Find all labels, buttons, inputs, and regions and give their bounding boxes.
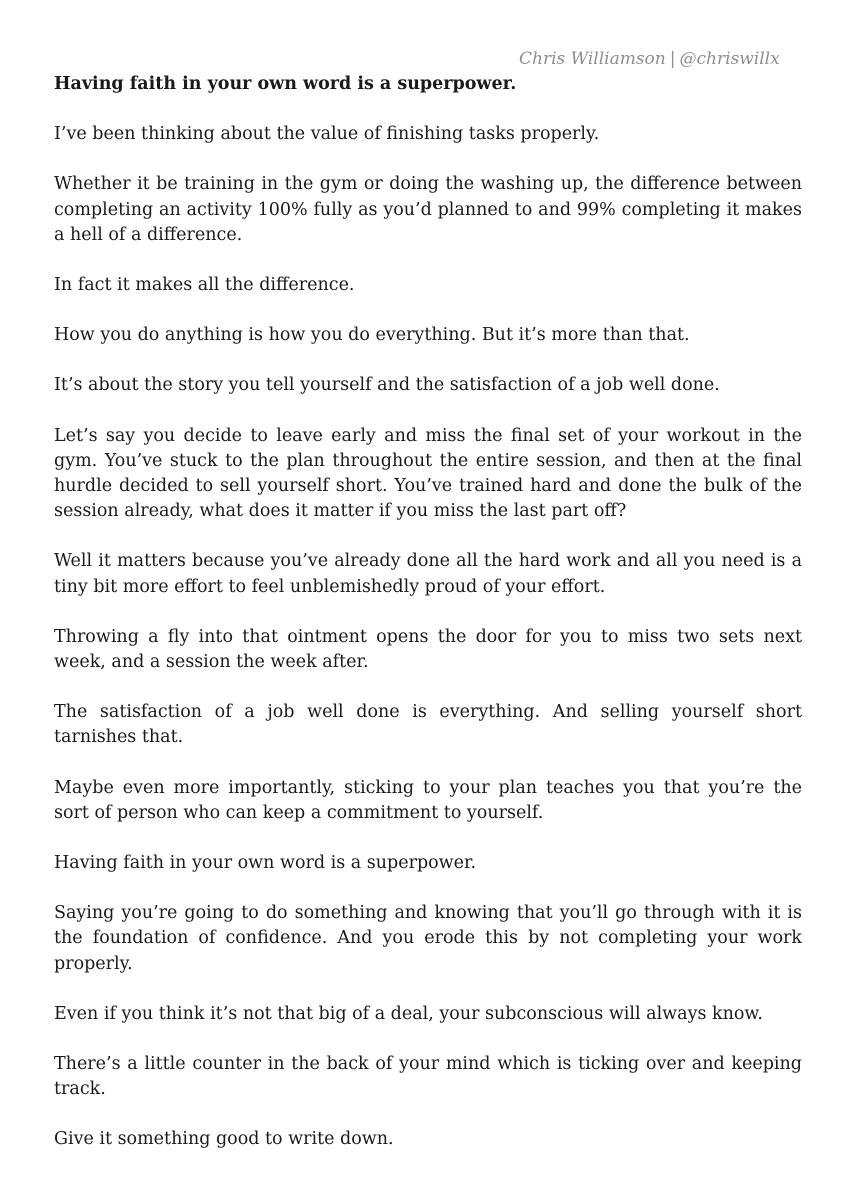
paragraph: Even if you think it’s not that big of a deal, your subconscious will always know. xyxy=(54,1003,763,1024)
article-title: Having faith in your own word is a superpower. xyxy=(54,74,517,94)
paragraph: Well it matters because you’ve already done all the hard work and all you need is a tiny bit more effort to feel unblemishedly proud of your effort. xyxy=(54,551,802,597)
paragraph: It’s about the story you tell yourself and the satisfaction of a job well done. xyxy=(54,375,720,396)
paragraph: Give it something good to write down. xyxy=(54,1129,394,1150)
author-handle: @chriswillx xyxy=(679,49,780,69)
paragraph: I’ve been thinking about the value of finishing tasks properly. xyxy=(54,124,600,145)
paragraph: Let’s say you decide to leave early and miss the final set of your workout in the gym. You’ve stuck to the plan throughout the entire session, and then at the final hurdle decided to sell yourself short. You’ve trained hard and done the bulk of the session already, what does it matter if you miss the last part off? xyxy=(54,425,802,522)
paragraph: The satisfaction of a job well done is everything. And selling yourself short tarnishes that. xyxy=(54,702,802,748)
paragraph: In fact it makes all the difference. xyxy=(54,275,355,296)
paragraph: Having faith in your own word is a superpower. xyxy=(54,853,477,874)
paragraph: Whether it be training in the gym or doing the washing up, the difference between completing an activity 100% fully as you’d planned to and 99% completing it makes a hell of a difference. xyxy=(54,174,802,245)
paragraph: Throwing a fly into that ointment opens the door for you to miss two sets next week, and a session the week after. xyxy=(54,626,802,673)
article-body xyxy=(54,72,802,1153)
paragraph: How you do anything is how you do everything. But it’s more than that. xyxy=(54,325,690,346)
paragraph: Saying you’re going to do something and knowing that you’ll go through with it is the foundation of confidence. And you erode this by not completing your work properly. xyxy=(54,903,802,974)
author-byline xyxy=(519,47,819,71)
byline-separator: | xyxy=(669,49,676,69)
paragraph: Maybe even more importantly, sticking to your plan teaches you that you’re the sort of person who can keep a commitment to yourself. xyxy=(54,777,802,823)
paragraph: There’s a little counter in the back of your mind which is ticking over and keeping track. xyxy=(54,1054,802,1100)
author-name: Chris Williamson xyxy=(519,49,666,69)
